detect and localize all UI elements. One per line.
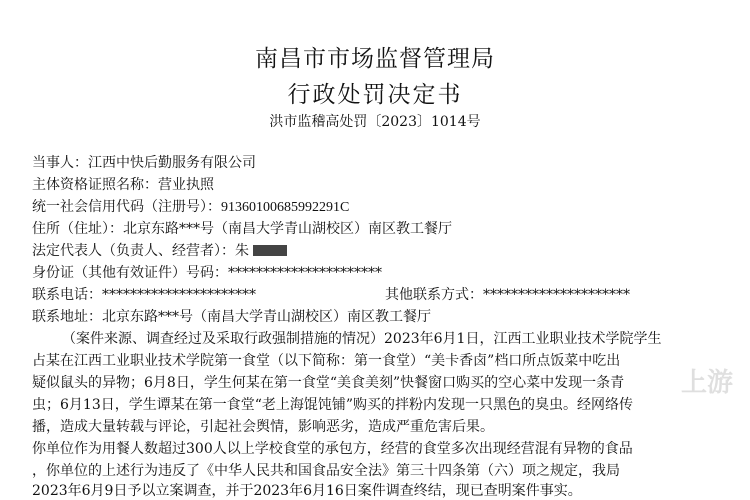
party-name-row (32, 152, 256, 172)
document-title: 行政处罚决定书 (287, 82, 463, 108)
phone-value: ********************** (102, 287, 256, 303)
contact-address-value: 北京东路***号（南昌大学青山湖校区）南区教工餐厅 (102, 309, 431, 325)
phone-label: 联系电话： (32, 287, 102, 303)
other-contact-label: 其他联系方式： (385, 287, 483, 303)
legal-rep-value: 朱 (235, 243, 249, 259)
watermark-logo (672, 368, 742, 458)
address-label: 住所（住址）： (32, 221, 123, 237)
body-line: 2023年6月9日予以立案调查，并于2023年6月16日案件调查终结，现已查明案件事实。 (32, 483, 582, 499)
cert-value: 营业执照 (158, 177, 214, 193)
credit-code-label: 统一社会信用代码（注册号）： (32, 199, 221, 215)
credit-code-value: 91360100685992291C (221, 200, 350, 215)
cert-label: 主体资格证照名称： (32, 177, 158, 193)
contact-address-label: 联系地址： (32, 309, 102, 325)
body-line: 播，造成大量转载与评论，引起社会舆情，影响恶劣，造成严重危害后果。 (32, 419, 494, 435)
body-line: 疑似鼠头的异物；6月8日，学生何某在第一食堂“美食美刻”快餐窗口购买的空心菜中发现一条青 (32, 375, 625, 391)
contact-address-row (32, 306, 431, 326)
phone-row (32, 284, 256, 304)
id-row (32, 262, 382, 282)
legal-rep-label: 法定代表人（负责人、经营者）： (32, 243, 235, 259)
body-line: （案件来源、调查经过及采取行政强制措施的情况）2023年6月1日，江西工业职业技术学院学生 (62, 331, 662, 347)
issuer-title: 南昌市市场监督管理局 (255, 46, 495, 72)
redaction-block (253, 245, 287, 256)
id-label: 身份证（其他有效证件）号码： (32, 265, 228, 281)
document-number: 洪市监稽高处罚〔2023〕1014号 (269, 114, 481, 130)
address-row (32, 218, 452, 238)
party-name-value: 江西中快后勤服务有限公司 (88, 155, 256, 171)
body-line: 虫；6月13日，学生谭某在第一食堂“老上海馄饨铺”购买的拌粉内发现一只黑色的臭虫。经网络传 (32, 397, 634, 413)
cert-row (32, 174, 214, 194)
party-name-label: 当事人： (32, 155, 88, 171)
address-value: 北京东路***号（南昌大学青山湖校区）南区教工餐厅 (123, 221, 452, 237)
id-value: ********************** (228, 265, 382, 281)
body-line: 你单位作为用餐人数超过300人以上学校食堂的承包方，经营的食堂多次出现经营混有异物的食品 (32, 441, 633, 457)
other-contact-value: ********************* (483, 287, 630, 303)
credit-code-row (32, 196, 349, 216)
body-line: ，你单位的上述行为违反了《中华人民共和国食品安全法》第三十四条第（六）项之规定，我局 (32, 463, 620, 479)
legal-rep-row (32, 240, 287, 260)
watermark-text: 上游 (680, 368, 733, 398)
other-contact-row (385, 284, 630, 304)
body-line: 占某在江西工业职业技术学院第一食堂（以下简称：第一食堂）“美卡香卤”档口所点饭菜中吃出 (32, 353, 621, 369)
